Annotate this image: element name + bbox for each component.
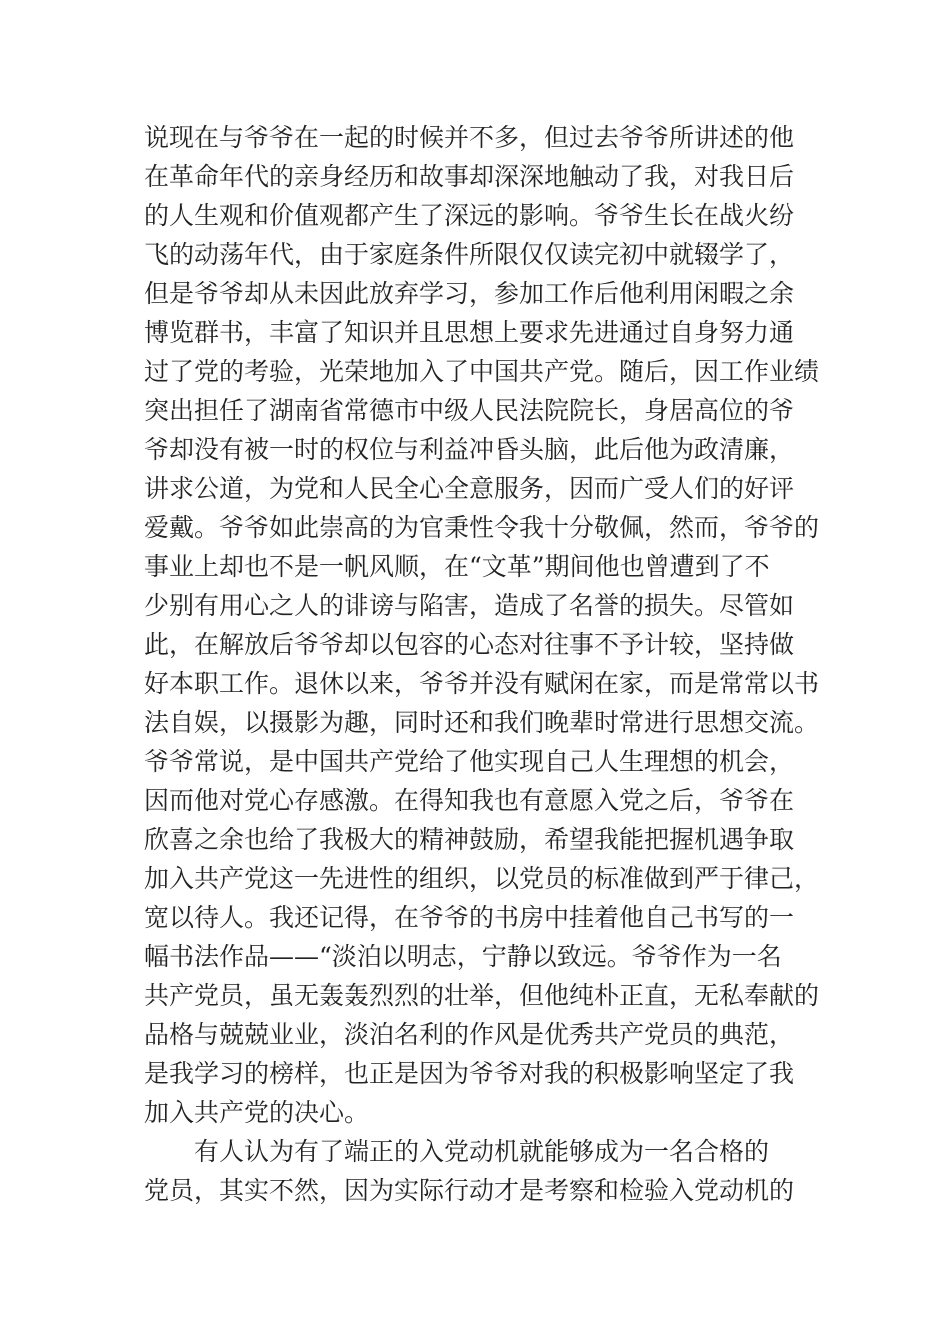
text-line: 过了党的考验，光荣地加入了中国共产党。随后，因工作业绩 — [144, 357, 820, 386]
text-line: 此，在解放后爷爷却以包容的心态对往事不予计较，坚持做 — [144, 630, 795, 659]
text-line: 讲求公道，为党和人民全心全意服务，因而广受人们的好评 — [144, 474, 795, 503]
text-line: 爷爷常说，是中国共产党给了他实现自己人生理想的机会， — [144, 747, 795, 776]
text-line: 突出担任了湖南省常德市中级人民法院院长，身居高位的爷 — [144, 396, 795, 425]
text-line: 好本职工作。退休以来，爷爷并没有赋闲在家，而是常常以书 — [144, 669, 820, 698]
text-line: 是我学习的榜样，也正是因为爷爷对我的积极影响坚定了我 — [144, 1059, 795, 1088]
text-line: 宽以待人。我还记得，在爷爷的书房中挂着他自己书写的一 — [144, 903, 795, 932]
text-line: 事业上却也不是一帆风顺，在“文革”期间他也曾遭到了不 — [144, 552, 770, 581]
text-line: 博览群书，丰富了知识并且思想上要求先进通过自身努力通 — [144, 318, 795, 347]
text-line: 在革命年代的亲身经历和故事却深深地触动了我，对我日后 — [144, 162, 795, 191]
text-line: 但是爷爷却从未因此放弃学习，参加工作后他利用闲暇之余 — [144, 279, 795, 308]
text-line: 党员，其实不然，因为实际行动才是考察和检验入党动机的 — [144, 1176, 795, 1205]
text-line: 品格与兢兢业业，淡泊名利的作风是优秀共产党员的典范， — [144, 1020, 795, 1049]
text-line: 因而他对党心存感激。在得知我也有意愿入党之后，爷爷在 — [144, 786, 795, 815]
text-line: 共产党员，虽无轰轰烈烈的壮举，但他纯朴正直，无私奉献的 — [144, 981, 820, 1010]
text-line: 加入共产党这一先进性的组织，以党员的标准做到严于律己， — [144, 864, 820, 893]
text-line: 的人生观和价值观都产生了深远的影响。爷爷生长在战火纷 — [144, 201, 795, 230]
text-line: 少别有用心之人的诽谤与陷害，造成了名誉的损失。尽管如 — [144, 591, 795, 620]
text-line: 爷却没有被一时的权位与利益冲昏头脑，此后他为政清廉， — [144, 435, 795, 464]
text-line: 欣喜之余也给了我极大的精神鼓励，希望我能把握机遇争取 — [144, 825, 795, 854]
text-line: 说现在与爷爷在一起的时候并不多，但过去爷爷所讲述的他 — [144, 123, 795, 152]
text-line: 飞的动荡年代，由于家庭条件所限仅仅读完初中就辍学了， — [144, 240, 795, 269]
paragraph-start-line: 有人认为有了端正的入党动机就能够成为一名合格的 — [144, 1137, 770, 1166]
body-text — [144, 118, 844, 1210]
text-line: 加入共产党的决心。 — [144, 1098, 370, 1127]
text-line: 幅书法作品——“淡泊以明志，宁静以致远。爷爷作为一名 — [144, 942, 782, 971]
text-line: 爱戴。爷爷如此崇高的为官秉性令我十分敬佩，然而，爷爷的 — [144, 513, 820, 542]
text-line: 法自娱，以摄影为趣，同时还和我们晚辈时常进行思想交流。 — [144, 708, 820, 737]
